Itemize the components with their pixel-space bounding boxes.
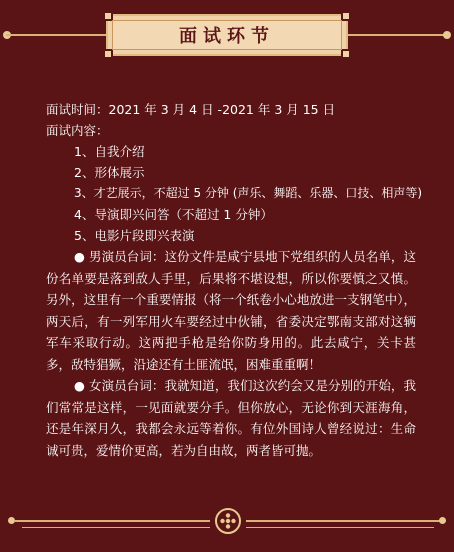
header-right-rule bbox=[348, 34, 448, 36]
footer-right-dot-icon bbox=[439, 517, 446, 524]
footer-left-rule-thin bbox=[22, 527, 210, 528]
footer-right-rule bbox=[246, 520, 442, 522]
corner-ornament-icon bbox=[341, 11, 351, 21]
corner-ornament-icon bbox=[341, 49, 351, 59]
list-item: 3、才艺展示，不超过 5 分钟 (声乐、舞蹈、乐器、口技、相声等) bbox=[74, 186, 423, 200]
male-actor-lines: ● 男演员台词：这份文件是咸宁县地下党组织的人员名单，这份名单要是落到敌人手里，后果将不堪设想，所以你要慎之又慎。另外，这里有一个重要情报（将一个纸卷小心地放进一支钢笔中），两天后，有一列军用火车要经过中伙铺，省委决定鄂南支部对这辆军车采取行动。这两把手枪是给你防身用的。此去咸宁，关卡甚多，敌特猖獗，沿途还有土匪流氓，困难重重啊！ bbox=[46, 249, 416, 372]
list-item: 2、形体展示 bbox=[74, 165, 145, 180]
list-item: 1、自我介绍 bbox=[74, 144, 145, 159]
interview-content bbox=[46, 99, 423, 461]
female-actor-lines: ● 女演员台词：我就知道，我们这次约会又是分别的开始，我们常常是这样，一见面就要分手。但你放心，无论你到天涯海角，还是年深月久，我都会永远等着你。有位外国诗人曾经说过：生命诚可贵，爱情价更高，若为自由故，两者皆可抛。 bbox=[46, 378, 416, 458]
interview-time: 面试时间：2021 年 3 月 4 日 -2021 年 3 月 15 日 bbox=[46, 102, 336, 117]
corner-ornament-icon bbox=[103, 49, 113, 59]
header-right-dot-icon bbox=[443, 31, 451, 39]
interview-content-label: 面试内容： bbox=[46, 123, 109, 138]
page-title: 面试环节 bbox=[179, 26, 275, 47]
header-left-rule bbox=[6, 34, 106, 36]
ornament-medallion-icon bbox=[215, 508, 241, 534]
list-item: 4、导演即兴问答（不超过 1 分钟） bbox=[74, 207, 273, 222]
footer-left-rule bbox=[14, 520, 210, 522]
footer-right-rule-thin bbox=[246, 527, 434, 528]
title-banner bbox=[106, 14, 348, 56]
title-inner bbox=[112, 20, 342, 50]
list-item: 5、电影片段即兴表演 bbox=[74, 228, 195, 243]
